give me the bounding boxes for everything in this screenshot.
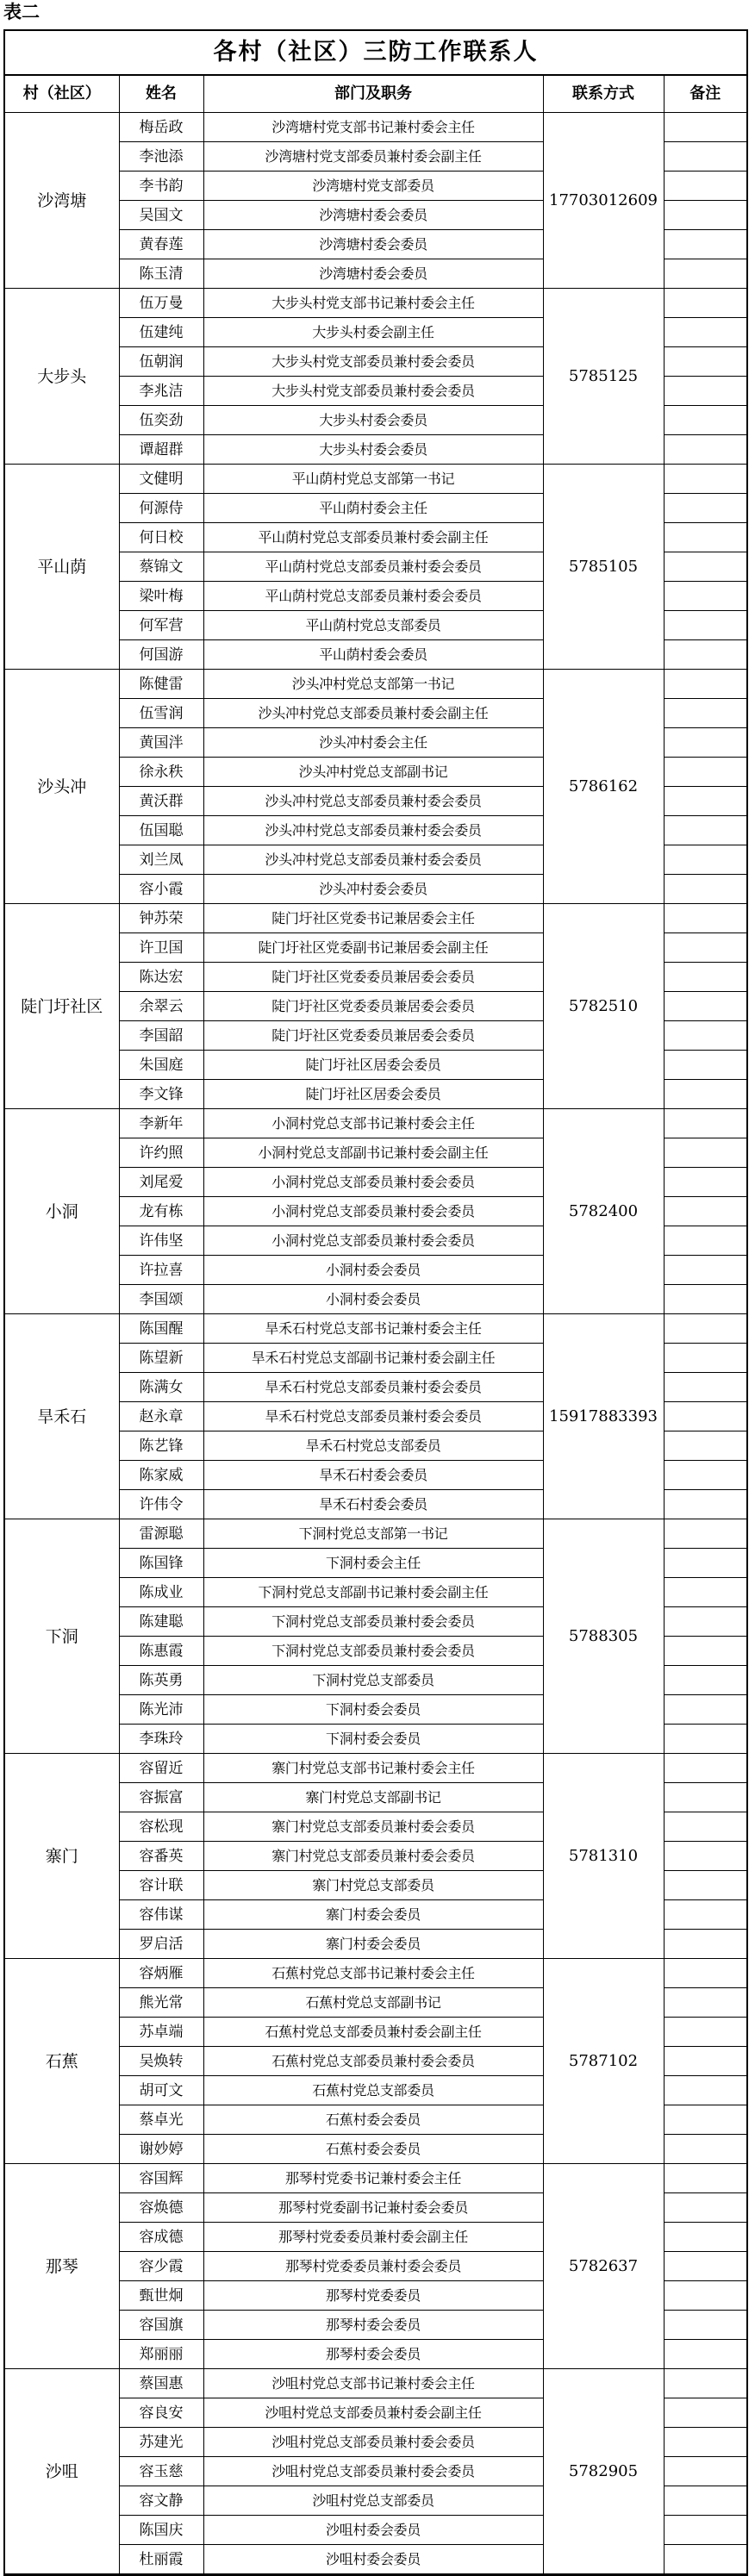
position-cell: 下洞村党总支部委员兼村委会委员	[203, 1607, 543, 1637]
remarks-cell	[664, 670, 746, 699]
contact-cell: 5782637	[543, 2164, 664, 2369]
table-row	[5, 2164, 746, 2193]
remarks-cell	[664, 1549, 746, 1578]
position-cell: 大步头村委会委员	[203, 406, 543, 435]
name-cell: 容良安	[119, 2398, 203, 2428]
name-cell: 容炳雁	[119, 1959, 203, 1988]
name-cell: 伍奕劲	[119, 406, 203, 435]
name-cell: 容小霞	[119, 875, 203, 904]
position-cell: 陡门圩社区居委会委员	[203, 1051, 543, 1080]
remarks-cell	[664, 113, 746, 142]
remarks-cell	[664, 816, 746, 845]
name-cell: 陈成业	[119, 1578, 203, 1607]
position-cell: 平山荫村党总支部委员兼村委会委员	[203, 552, 543, 582]
remarks-cell	[664, 2252, 746, 2281]
table-row	[5, 2369, 746, 2398]
position-cell: 平山荫村党总支部第一书记	[203, 465, 543, 494]
remarks-cell	[664, 1842, 746, 1871]
name-cell: 文健明	[119, 465, 203, 494]
name-cell: 陈英勇	[119, 1666, 203, 1695]
contact-cell: 5781310	[543, 1754, 664, 1959]
name-cell: 容国旗	[119, 2311, 203, 2340]
position-cell: 小洞村党总支部副书记兼村委会副主任	[203, 1138, 543, 1168]
name-cell: 容文静	[119, 2486, 203, 2516]
name-cell: 容玉慈	[119, 2457, 203, 2486]
name-cell: 陈国醒	[119, 1314, 203, 1344]
village-cell: 平山荫	[5, 465, 119, 670]
remarks-cell	[664, 1695, 746, 1725]
contact-cell: 5782400	[543, 1109, 664, 1314]
position-cell: 沙头冲村党总支部副书记	[203, 758, 543, 787]
position-cell: 沙咀村委会委员	[203, 2516, 543, 2545]
position-cell: 小洞村委会委员	[203, 1256, 543, 1285]
position-cell: 寨门村党总支部副书记	[203, 1783, 543, 1812]
remarks-cell	[664, 230, 746, 259]
remarks-cell	[664, 933, 746, 963]
name-cell: 李国颂	[119, 1285, 203, 1314]
name-cell: 陈国锋	[119, 1549, 203, 1578]
name-cell: 甄世炯	[119, 2281, 203, 2311]
remarks-cell	[664, 2516, 746, 2545]
remarks-cell	[664, 318, 746, 347]
header-remarks: 备注	[664, 76, 746, 113]
remarks-cell	[664, 2486, 746, 2516]
name-cell: 梁叶梅	[119, 582, 203, 611]
remarks-cell	[664, 1637, 746, 1666]
name-cell: 黄春莲	[119, 230, 203, 259]
name-cell: 吴国文	[119, 201, 203, 230]
remarks-cell	[664, 1578, 746, 1607]
name-cell: 雷源聪	[119, 1519, 203, 1549]
position-cell: 沙湾塘村委会委员	[203, 230, 543, 259]
name-cell: 李新年	[119, 1109, 203, 1138]
contact-cell: 5787102	[543, 1959, 664, 2164]
name-cell: 李国韶	[119, 1021, 203, 1051]
position-cell: 沙湾塘村党支部书记兼村委会主任	[203, 113, 543, 142]
position-cell: 大步头村委会副主任	[203, 318, 543, 347]
name-cell: 何源侍	[119, 494, 203, 523]
position-cell: 下洞村委会主任	[203, 1549, 543, 1578]
position-cell: 下洞村党总支部第一书记	[203, 1519, 543, 1549]
name-cell: 许拉喜	[119, 1256, 203, 1285]
position-cell: 陡门圩社区党委书记兼居委会主任	[203, 904, 543, 933]
table-row	[5, 1519, 746, 1549]
remarks-cell	[664, 465, 746, 494]
position-cell: 那琴村委会委员	[203, 2311, 543, 2340]
remarks-cell	[664, 1461, 746, 1490]
name-cell: 熊光常	[119, 1988, 203, 2018]
remarks-cell	[664, 1959, 746, 1988]
position-cell: 沙咀村党总支部委员兼村委会委员	[203, 2428, 543, 2457]
remarks-cell	[664, 2193, 746, 2223]
remarks-cell	[664, 1490, 746, 1519]
village-cell: 石蕉	[5, 1959, 119, 2164]
remarks-cell	[664, 435, 746, 465]
contact-cell: 5788305	[543, 1519, 664, 1754]
position-cell: 那琴村党委委员兼村委会副主任	[203, 2223, 543, 2252]
name-cell: 伍万曼	[119, 289, 203, 318]
position-cell: 那琴村党委委员	[203, 2281, 543, 2311]
name-cell: 容番英	[119, 1842, 203, 1871]
position-cell: 寨门村党总支部委员兼村委会委员	[203, 1812, 543, 1842]
position-cell: 大步头村党支部委员兼村委会委员	[203, 347, 543, 377]
remarks-cell	[664, 2223, 746, 2252]
position-cell: 大步头村党支部委员兼村委会委员	[203, 377, 543, 406]
header-name: 姓名	[119, 76, 203, 113]
position-cell: 大步头村党支部书记兼村委会主任	[203, 289, 543, 318]
name-cell: 容计联	[119, 1871, 203, 1900]
table-label: 表二	[3, 2, 40, 22]
position-cell: 陡门圩社区居委会委员	[203, 1080, 543, 1109]
name-cell: 黄沃群	[119, 787, 203, 816]
position-cell: 小洞村党总支部委员兼村委会委员	[203, 1226, 543, 1256]
village-cell: 陡门圩社区	[5, 904, 119, 1109]
position-cell: 陡门圩社区党委委员兼居委会委员	[203, 1021, 543, 1051]
position-cell: 石蕉村党总支部委员兼村委会委员	[203, 2047, 543, 2076]
table-row	[5, 904, 746, 933]
name-cell: 杜丽霞	[119, 2545, 203, 2574]
position-cell: 旱禾石村党总支部委员	[203, 1431, 543, 1461]
position-cell: 沙头冲村党总支部委员兼村委会委员	[203, 787, 543, 816]
name-cell: 陈达宏	[119, 963, 203, 992]
remarks-cell	[664, 2369, 746, 2398]
name-cell: 陈家威	[119, 1461, 203, 1490]
remarks-cell	[664, 875, 746, 904]
remarks-cell	[664, 1725, 746, 1754]
name-cell: 容少霞	[119, 2252, 203, 2281]
remarks-cell	[664, 1519, 746, 1549]
position-cell: 石蕉村党总支部书记兼村委会主任	[203, 1959, 543, 1988]
remarks-cell	[664, 963, 746, 992]
remarks-cell	[664, 377, 746, 406]
name-cell: 伍建纯	[119, 318, 203, 347]
village-cell: 寨门	[5, 1754, 119, 1959]
remarks-cell	[664, 611, 746, 640]
position-cell: 沙头冲村委会委员	[203, 875, 543, 904]
name-cell: 陈玉清	[119, 259, 203, 289]
remarks-cell	[664, 2076, 746, 2105]
position-cell: 那琴村党委书记兼村委会主任	[203, 2164, 543, 2193]
position-cell: 旱禾石村委会委员	[203, 1461, 543, 1490]
name-cell: 蔡锦文	[119, 552, 203, 582]
position-cell: 沙头冲村党总支部第一书记	[203, 670, 543, 699]
position-cell: 寨门村委会委员	[203, 1900, 543, 1930]
name-cell: 陈艺锋	[119, 1431, 203, 1461]
contact-cell: 5782905	[543, 2369, 664, 2574]
name-cell: 伍朝润	[119, 347, 203, 377]
position-cell: 旱禾石村党总支部书记兼村委会主任	[203, 1314, 543, 1344]
remarks-cell	[664, 1080, 746, 1109]
remarks-cell	[664, 1930, 746, 1959]
name-cell: 李珠玲	[119, 1725, 203, 1754]
remarks-cell	[664, 1607, 746, 1637]
name-cell: 陈建聪	[119, 1607, 203, 1637]
village-cell: 沙头冲	[5, 670, 119, 904]
remarks-cell	[664, 523, 746, 552]
position-cell: 小洞村委会委员	[203, 1285, 543, 1314]
remarks-cell	[664, 1109, 746, 1138]
name-cell: 徐永秩	[119, 758, 203, 787]
table-row	[5, 1314, 746, 1344]
name-cell: 陈健雷	[119, 670, 203, 699]
remarks-cell	[664, 787, 746, 816]
village-cell: 下洞	[5, 1519, 119, 1754]
position-cell: 沙咀村委会委员	[203, 2545, 543, 2574]
table-row	[5, 1754, 746, 1783]
position-cell: 石蕉村党总支部委员	[203, 2076, 543, 2105]
name-cell: 苏卓端	[119, 2018, 203, 2047]
remarks-cell	[664, 1285, 746, 1314]
contact-cell: 15917883393	[543, 1314, 664, 1519]
name-cell: 余翠云	[119, 992, 203, 1021]
header-contact: 联系方式	[543, 76, 664, 113]
position-cell: 石蕉村委会委员	[203, 2135, 543, 2164]
name-cell: 谢妙婷	[119, 2135, 203, 2164]
contact-cell: 17703012609	[543, 113, 664, 289]
village-cell: 大步头	[5, 289, 119, 465]
remarks-cell	[664, 1051, 746, 1080]
village-cell: 旱禾石	[5, 1314, 119, 1519]
name-cell: 黄国泮	[119, 728, 203, 758]
position-cell: 下洞村委会委员	[203, 1695, 543, 1725]
remarks-cell	[664, 2135, 746, 2164]
name-cell: 吴焕转	[119, 2047, 203, 2076]
remarks-cell	[664, 1812, 746, 1842]
name-cell: 罗启活	[119, 1930, 203, 1959]
table-row	[5, 465, 746, 494]
header-row	[5, 76, 746, 113]
contact-cell: 5782510	[543, 904, 664, 1109]
remarks-cell	[664, 2545, 746, 2574]
name-cell: 刘尾爱	[119, 1168, 203, 1197]
position-cell: 石蕉村党总支部副书记	[203, 1988, 543, 2018]
remarks-cell	[664, 552, 746, 582]
position-cell: 旱禾石村党总支部副书记兼村委会副主任	[203, 1344, 543, 1373]
village-cell: 沙咀	[5, 2369, 119, 2574]
contact-cell: 5786162	[543, 670, 664, 904]
name-cell: 陈满女	[119, 1373, 203, 1402]
remarks-cell	[664, 2047, 746, 2076]
remarks-cell	[664, 172, 746, 201]
remarks-cell	[664, 2164, 746, 2193]
remarks-cell	[664, 1314, 746, 1344]
village-cell: 沙湾塘	[5, 113, 119, 289]
position-cell: 寨门村委会委员	[203, 1930, 543, 1959]
remarks-cell	[664, 904, 746, 933]
position-cell: 寨门村党总支部委员兼村委会委员	[203, 1842, 543, 1871]
position-cell: 小洞村党总支部书记兼村委会主任	[203, 1109, 543, 1138]
name-cell: 龙有栋	[119, 1197, 203, 1226]
name-cell: 刘兰凤	[119, 845, 203, 875]
remarks-cell	[664, 1402, 746, 1431]
remarks-cell	[664, 1431, 746, 1461]
remarks-cell	[664, 2428, 746, 2457]
name-cell: 许伟坚	[119, 1226, 203, 1256]
position-cell: 下洞村委会委员	[203, 1725, 543, 1754]
position-cell: 平山荫村委会委员	[203, 640, 543, 670]
position-cell: 平山荫村党总支部委员	[203, 611, 543, 640]
name-cell: 朱国庭	[119, 1051, 203, 1080]
position-cell: 沙咀村党总支部委员兼村委会委员	[203, 2457, 543, 2486]
position-cell: 寨门村党总支部书记兼村委会主任	[203, 1754, 543, 1783]
name-cell: 李书韵	[119, 172, 203, 201]
contact-sheet	[3, 29, 748, 2576]
remarks-cell	[664, 1373, 746, 1402]
position-cell: 沙湾塘村党支部委员	[203, 172, 543, 201]
position-cell: 小洞村党总支部委员兼村委会委员	[203, 1197, 543, 1226]
position-cell: 那琴村委会委员	[203, 2340, 543, 2369]
position-cell: 沙湾塘村委会委员	[203, 259, 543, 289]
name-cell: 陈光沛	[119, 1695, 203, 1725]
remarks-cell	[664, 1226, 746, 1256]
position-cell: 下洞村党总支部委员兼村委会委员	[203, 1637, 543, 1666]
header-position: 部门及职务	[203, 76, 543, 113]
position-cell: 陡门圩社区党委副书记兼居委会副主任	[203, 933, 543, 963]
position-cell: 平山荫村委会主任	[203, 494, 543, 523]
position-cell: 寨门村党总支部委员	[203, 1871, 543, 1900]
header-village: 村（社区）	[5, 76, 119, 113]
position-cell: 那琴村党委委员兼村委会委员	[203, 2252, 543, 2281]
position-cell: 旱禾石村委会委员	[203, 1490, 543, 1519]
position-cell: 平山荫村党总支部委员兼村委会委员	[203, 582, 543, 611]
name-cell: 李兆洁	[119, 377, 203, 406]
position-cell: 沙头冲村党总支部委员兼村委会副主任	[203, 699, 543, 728]
remarks-cell	[664, 2311, 746, 2340]
remarks-cell	[664, 1871, 746, 1900]
position-cell: 陡门圩社区党委委员兼居委会委员	[203, 963, 543, 992]
name-cell: 胡可文	[119, 2076, 203, 2105]
contact-table	[5, 76, 746, 2574]
remarks-cell	[664, 699, 746, 728]
village-cell: 那琴	[5, 2164, 119, 2369]
remarks-cell	[664, 728, 746, 758]
position-cell: 旱禾石村党总支部委员兼村委会委员	[203, 1373, 543, 1402]
remarks-cell	[664, 2398, 746, 2428]
table-body	[5, 113, 746, 2574]
position-cell: 沙湾塘村委会委员	[203, 201, 543, 230]
position-cell: 沙咀村党总支部委员兼村委会副主任	[203, 2398, 543, 2428]
remarks-cell	[664, 289, 746, 318]
position-cell: 下洞村党总支部副书记兼村委会副主任	[203, 1578, 543, 1607]
name-cell: 何国游	[119, 640, 203, 670]
contact-cell: 5785105	[543, 465, 664, 670]
position-cell: 那琴村党委副书记兼村委会委员	[203, 2193, 543, 2223]
remarks-cell	[664, 1344, 746, 1373]
remarks-cell	[664, 1138, 746, 1168]
remarks-cell	[664, 259, 746, 289]
name-cell: 容成德	[119, 2223, 203, 2252]
name-cell: 郑丽丽	[119, 2340, 203, 2369]
position-cell: 陡门圩社区党委委员兼居委会委员	[203, 992, 543, 1021]
contact-cell: 5785125	[543, 289, 664, 465]
name-cell: 何日校	[119, 523, 203, 552]
name-cell: 蔡国惠	[119, 2369, 203, 2398]
name-cell: 蔡卓光	[119, 2105, 203, 2135]
remarks-cell	[664, 1988, 746, 2018]
village-cell: 小洞	[5, 1109, 119, 1314]
name-cell: 伍雪润	[119, 699, 203, 728]
name-cell: 谭超群	[119, 435, 203, 465]
remarks-cell	[664, 1783, 746, 1812]
table-row	[5, 1109, 746, 1138]
table-row	[5, 670, 746, 699]
position-cell: 沙湾塘村党支部委员兼村委会副主任	[203, 142, 543, 172]
name-cell: 许卫国	[119, 933, 203, 963]
name-cell: 陈望新	[119, 1344, 203, 1373]
remarks-cell	[664, 494, 746, 523]
position-cell: 平山荫村党总支部委员兼村委会副主任	[203, 523, 543, 552]
remarks-cell	[664, 2018, 746, 2047]
remarks-cell	[664, 582, 746, 611]
position-cell: 下洞村党总支部委员	[203, 1666, 543, 1695]
remarks-cell	[664, 1021, 746, 1051]
remarks-cell	[664, 406, 746, 435]
name-cell: 梅岳政	[119, 113, 203, 142]
remarks-cell	[664, 1168, 746, 1197]
page-title: 各村（社区）三防工作联系人	[5, 31, 746, 76]
remarks-cell	[664, 2281, 746, 2311]
remarks-cell	[664, 142, 746, 172]
remarks-cell	[664, 1900, 746, 1930]
position-cell: 沙头冲村党总支部委员兼村委会委员	[203, 816, 543, 845]
name-cell: 李文锋	[119, 1080, 203, 1109]
name-cell: 钟苏荣	[119, 904, 203, 933]
remarks-cell	[664, 992, 746, 1021]
remarks-cell	[664, 845, 746, 875]
remarks-cell	[664, 2105, 746, 2135]
name-cell: 容国辉	[119, 2164, 203, 2193]
remarks-cell	[664, 1754, 746, 1783]
table-row	[5, 113, 746, 142]
name-cell: 苏建光	[119, 2428, 203, 2457]
name-cell: 容留近	[119, 1754, 203, 1783]
position-cell: 小洞村党总支部委员兼村委会委员	[203, 1168, 543, 1197]
name-cell: 赵永章	[119, 1402, 203, 1431]
name-cell: 陈国庆	[119, 2516, 203, 2545]
name-cell: 何军营	[119, 611, 203, 640]
remarks-cell	[664, 347, 746, 377]
name-cell: 李池添	[119, 142, 203, 172]
position-cell: 沙咀村党总支部书记兼村委会主任	[203, 2369, 543, 2398]
position-cell: 石蕉村委会委员	[203, 2105, 543, 2135]
position-cell: 沙头冲村党总支部委员兼村委会委员	[203, 845, 543, 875]
position-cell: 大步头村委会委员	[203, 435, 543, 465]
remarks-cell	[664, 1666, 746, 1695]
remarks-cell	[664, 2457, 746, 2486]
remarks-cell	[664, 1197, 746, 1226]
name-cell: 容振富	[119, 1783, 203, 1812]
name-cell: 许约照	[119, 1138, 203, 1168]
position-cell: 旱禾石村党总支部委员兼村委会委员	[203, 1402, 543, 1431]
remarks-cell	[664, 2340, 746, 2369]
name-cell: 容伟谋	[119, 1900, 203, 1930]
remarks-cell	[664, 758, 746, 787]
name-cell: 伍国聪	[119, 816, 203, 845]
table-row	[5, 289, 746, 318]
name-cell: 陈惠霞	[119, 1637, 203, 1666]
remarks-cell	[664, 201, 746, 230]
remarks-cell	[664, 640, 746, 670]
position-cell: 石蕉村党总支部委员兼村委会副主任	[203, 2018, 543, 2047]
remarks-cell	[664, 1256, 746, 1285]
position-cell: 沙头冲村委会主任	[203, 728, 543, 758]
position-cell: 沙咀村党总支部委员	[203, 2486, 543, 2516]
name-cell: 许伟令	[119, 1490, 203, 1519]
name-cell: 容松现	[119, 1812, 203, 1842]
table-row	[5, 1959, 746, 1988]
name-cell: 容焕德	[119, 2193, 203, 2223]
